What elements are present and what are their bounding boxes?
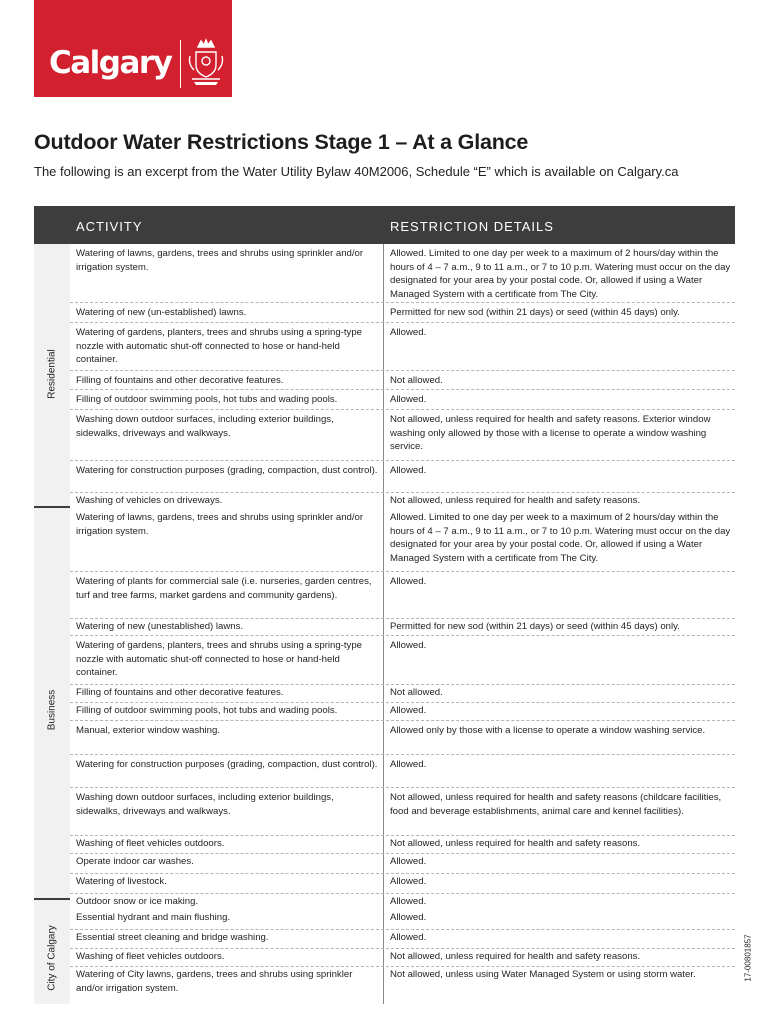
table-row <box>70 390 735 410</box>
restriction-cell: Allowed. <box>390 912 427 923</box>
activity-cell: Filling of fountains and other decorative features. <box>76 375 284 386</box>
table-row <box>70 949 735 967</box>
restriction-cell: Allowed. <box>390 576 427 587</box>
table-row <box>70 967 735 1004</box>
activity-cell: Watering of gardens, planters, trees and shrubs using a spring-type nozzle with automatic shut-off connected to hose or hand-held container. <box>76 640 363 679</box>
restriction-cell: Not allowed. <box>390 375 443 386</box>
activity-cell: Watering of lawns, gardens, trees and shrubs using sprinkler and/or irrigation system. <box>76 248 364 273</box>
table-row <box>70 371 735 390</box>
activity-cell: Filling of outdoor swimming pools, hot tubs and wading pools. <box>76 705 338 716</box>
section-sidebar: Residential Business City of Calgary <box>34 244 70 1004</box>
table-row <box>70 755 735 788</box>
table-row <box>70 323 735 371</box>
restriction-cell: Allowed. <box>390 705 427 716</box>
restriction-cell: Allowed. <box>390 896 427 907</box>
logo-divider <box>180 40 181 88</box>
restriction-cell: Allowed only by those with a license to operate a window washing service. <box>390 725 706 736</box>
restriction-cell: Allowed. <box>390 759 427 770</box>
restriction-cell: Permitted for new sod (within 21 days) or seed (within 45 days) only. <box>390 307 680 318</box>
city-crest-icon <box>186 38 226 86</box>
activity-cell: Watering of plants for commercial sale (i.e. nurseries, garden centres, turf and tree farms, market gardens and community gardens). <box>76 576 372 601</box>
section-divider <box>34 506 70 508</box>
section-divider <box>34 898 70 900</box>
activity-cell: Watering of lawns, gardens, trees and shrubs using sprinkler and/or irrigation system. <box>76 512 364 537</box>
restriction-cell: Not allowed, unless required for health and safety reasons. <box>390 838 641 849</box>
restriction-cell: Allowed. <box>390 394 427 405</box>
restriction-cell: Not allowed, unless using Water Managed System or using storm water. <box>390 969 696 980</box>
table-row <box>70 244 735 303</box>
activity-cell: Watering of new (un-established) lawns. <box>76 307 247 318</box>
restriction-cell: Allowed. <box>390 465 427 476</box>
activity-cell: Filling of fountains and other decorative features. <box>76 687 284 698</box>
restriction-cell: Allowed. Limited to one day per week to a maximum of 2 hours/day within the hours of 4 – 7 a.m., 9 to 11 a.m., or 7 to 10 p.m. Watering must occur on the day designated for your area by your postal code. Or, allowed if using a Water Managed System with a certificate from The City. <box>390 248 731 300</box>
activity-cell: Washing of fleet vehicles outdoors. <box>76 951 225 962</box>
page-title: Outdoor Water Restrictions Stage 1 – At a Glance <box>34 130 529 154</box>
table-row <box>70 572 735 619</box>
activity-cell: Washing down outdoor surfaces, including exterior buildings, sidewalks, driveways and walkways. <box>76 792 334 817</box>
restriction-cell: Allowed. <box>390 876 427 887</box>
logo-wordmark: Calgary <box>49 45 172 81</box>
restriction-cell: Allowed. <box>390 640 427 651</box>
activity-cell: Watering of gardens, planters, trees and shrubs using a spring-type nozzle with automatic shut-off connected to hose or hand-held container. <box>76 327 363 366</box>
table-row <box>70 303 735 323</box>
table-row <box>70 636 735 685</box>
header-restriction-details: RESTRICTION DETAILS <box>390 219 554 234</box>
activity-cell: Washing of fleet vehicles outdoors. <box>76 838 225 849</box>
table-header <box>34 206 735 244</box>
activity-cell: Watering for construction purposes (grading, compaction, dust control). <box>76 465 378 476</box>
table-row <box>70 493 735 507</box>
activity-cell: Essential street cleaning and bridge washing. <box>76 932 269 943</box>
activity-cell: Watering for construction purposes (grading, compaction, dust control). <box>76 759 378 770</box>
restriction-cell: Not allowed, unless required for health and safety reasons. Exterior window washing only allowed by those with a license to operate a window washing service. <box>390 414 711 453</box>
activity-cell: Essential hydrant and main flushing. <box>76 912 231 923</box>
table-row <box>70 874 735 894</box>
restriction-cell: Allowed. <box>390 932 427 943</box>
activity-cell: Manual, exterior window washing. <box>76 725 220 736</box>
activity-cell: Watering of new (unestablished) lawns. <box>76 621 244 632</box>
table-row <box>70 410 735 461</box>
table-row <box>70 703 735 721</box>
restrictions-table <box>34 206 735 1004</box>
header-activity: ACTIVITY <box>76 219 143 234</box>
table-row <box>70 508 735 572</box>
activity-cell: Watering of livestock. <box>76 876 167 887</box>
restriction-cell: Not allowed, unless required for health and safety reasons (childcare facilities, food and beverage establishments, animal care and kennel facilities). <box>390 792 722 817</box>
table-row <box>70 619 735 636</box>
table-row <box>70 910 735 930</box>
activity-cell: Washing of vehicles on driveways. <box>76 495 223 506</box>
activity-cell: Watering of City lawns, gardens, trees and shrubs using sprinkler and/or irrigation system. <box>76 969 353 994</box>
restriction-cell: Not allowed, unless required for health and safety reasons. <box>390 951 641 962</box>
activity-cell: Outdoor snow or ice making. <box>76 896 199 907</box>
activity-cell: Washing down outdoor surfaces, including exterior buildings, sidewalks, driveways and walkways. <box>76 414 334 439</box>
table-row <box>70 854 735 874</box>
restriction-cell: Allowed. <box>390 856 427 867</box>
table-row <box>70 788 735 836</box>
table-row <box>70 685 735 703</box>
activity-cell: Filling of outdoor swimming pools, hot tubs and wading pools. <box>76 394 338 405</box>
table-row <box>70 721 735 755</box>
table-row <box>70 836 735 854</box>
table-row <box>70 461 735 493</box>
restriction-cell: Allowed. Limited to one day per week to a maximum of 2 hours/day within the hours of 4 – 7 a.m., 9 to 11 a.m., or 7 to 10 p.m. Watering must occur on the day designated for your area by your postal code. Or, allowed if using a Water Managed System with a certificate from The City. <box>390 512 731 564</box>
restriction-cell: Allowed. <box>390 327 427 338</box>
table-row <box>70 930 735 949</box>
restriction-cell: Permitted for new sod (within 21 days) or seed (within 45 days) only. <box>390 621 680 632</box>
table-row <box>70 894 735 910</box>
restriction-cell: Not allowed, unless required for health and safety reasons. <box>390 495 641 506</box>
activity-cell: Operate indoor car washes. <box>76 856 194 867</box>
restriction-cell: Not allowed. <box>390 687 443 698</box>
calgary-logo <box>34 0 232 97</box>
page-subtitle: The following is an excerpt from the Water Utility Bylaw 40M2006, Schedule “E” which is available on Calgary.ca <box>34 164 679 179</box>
